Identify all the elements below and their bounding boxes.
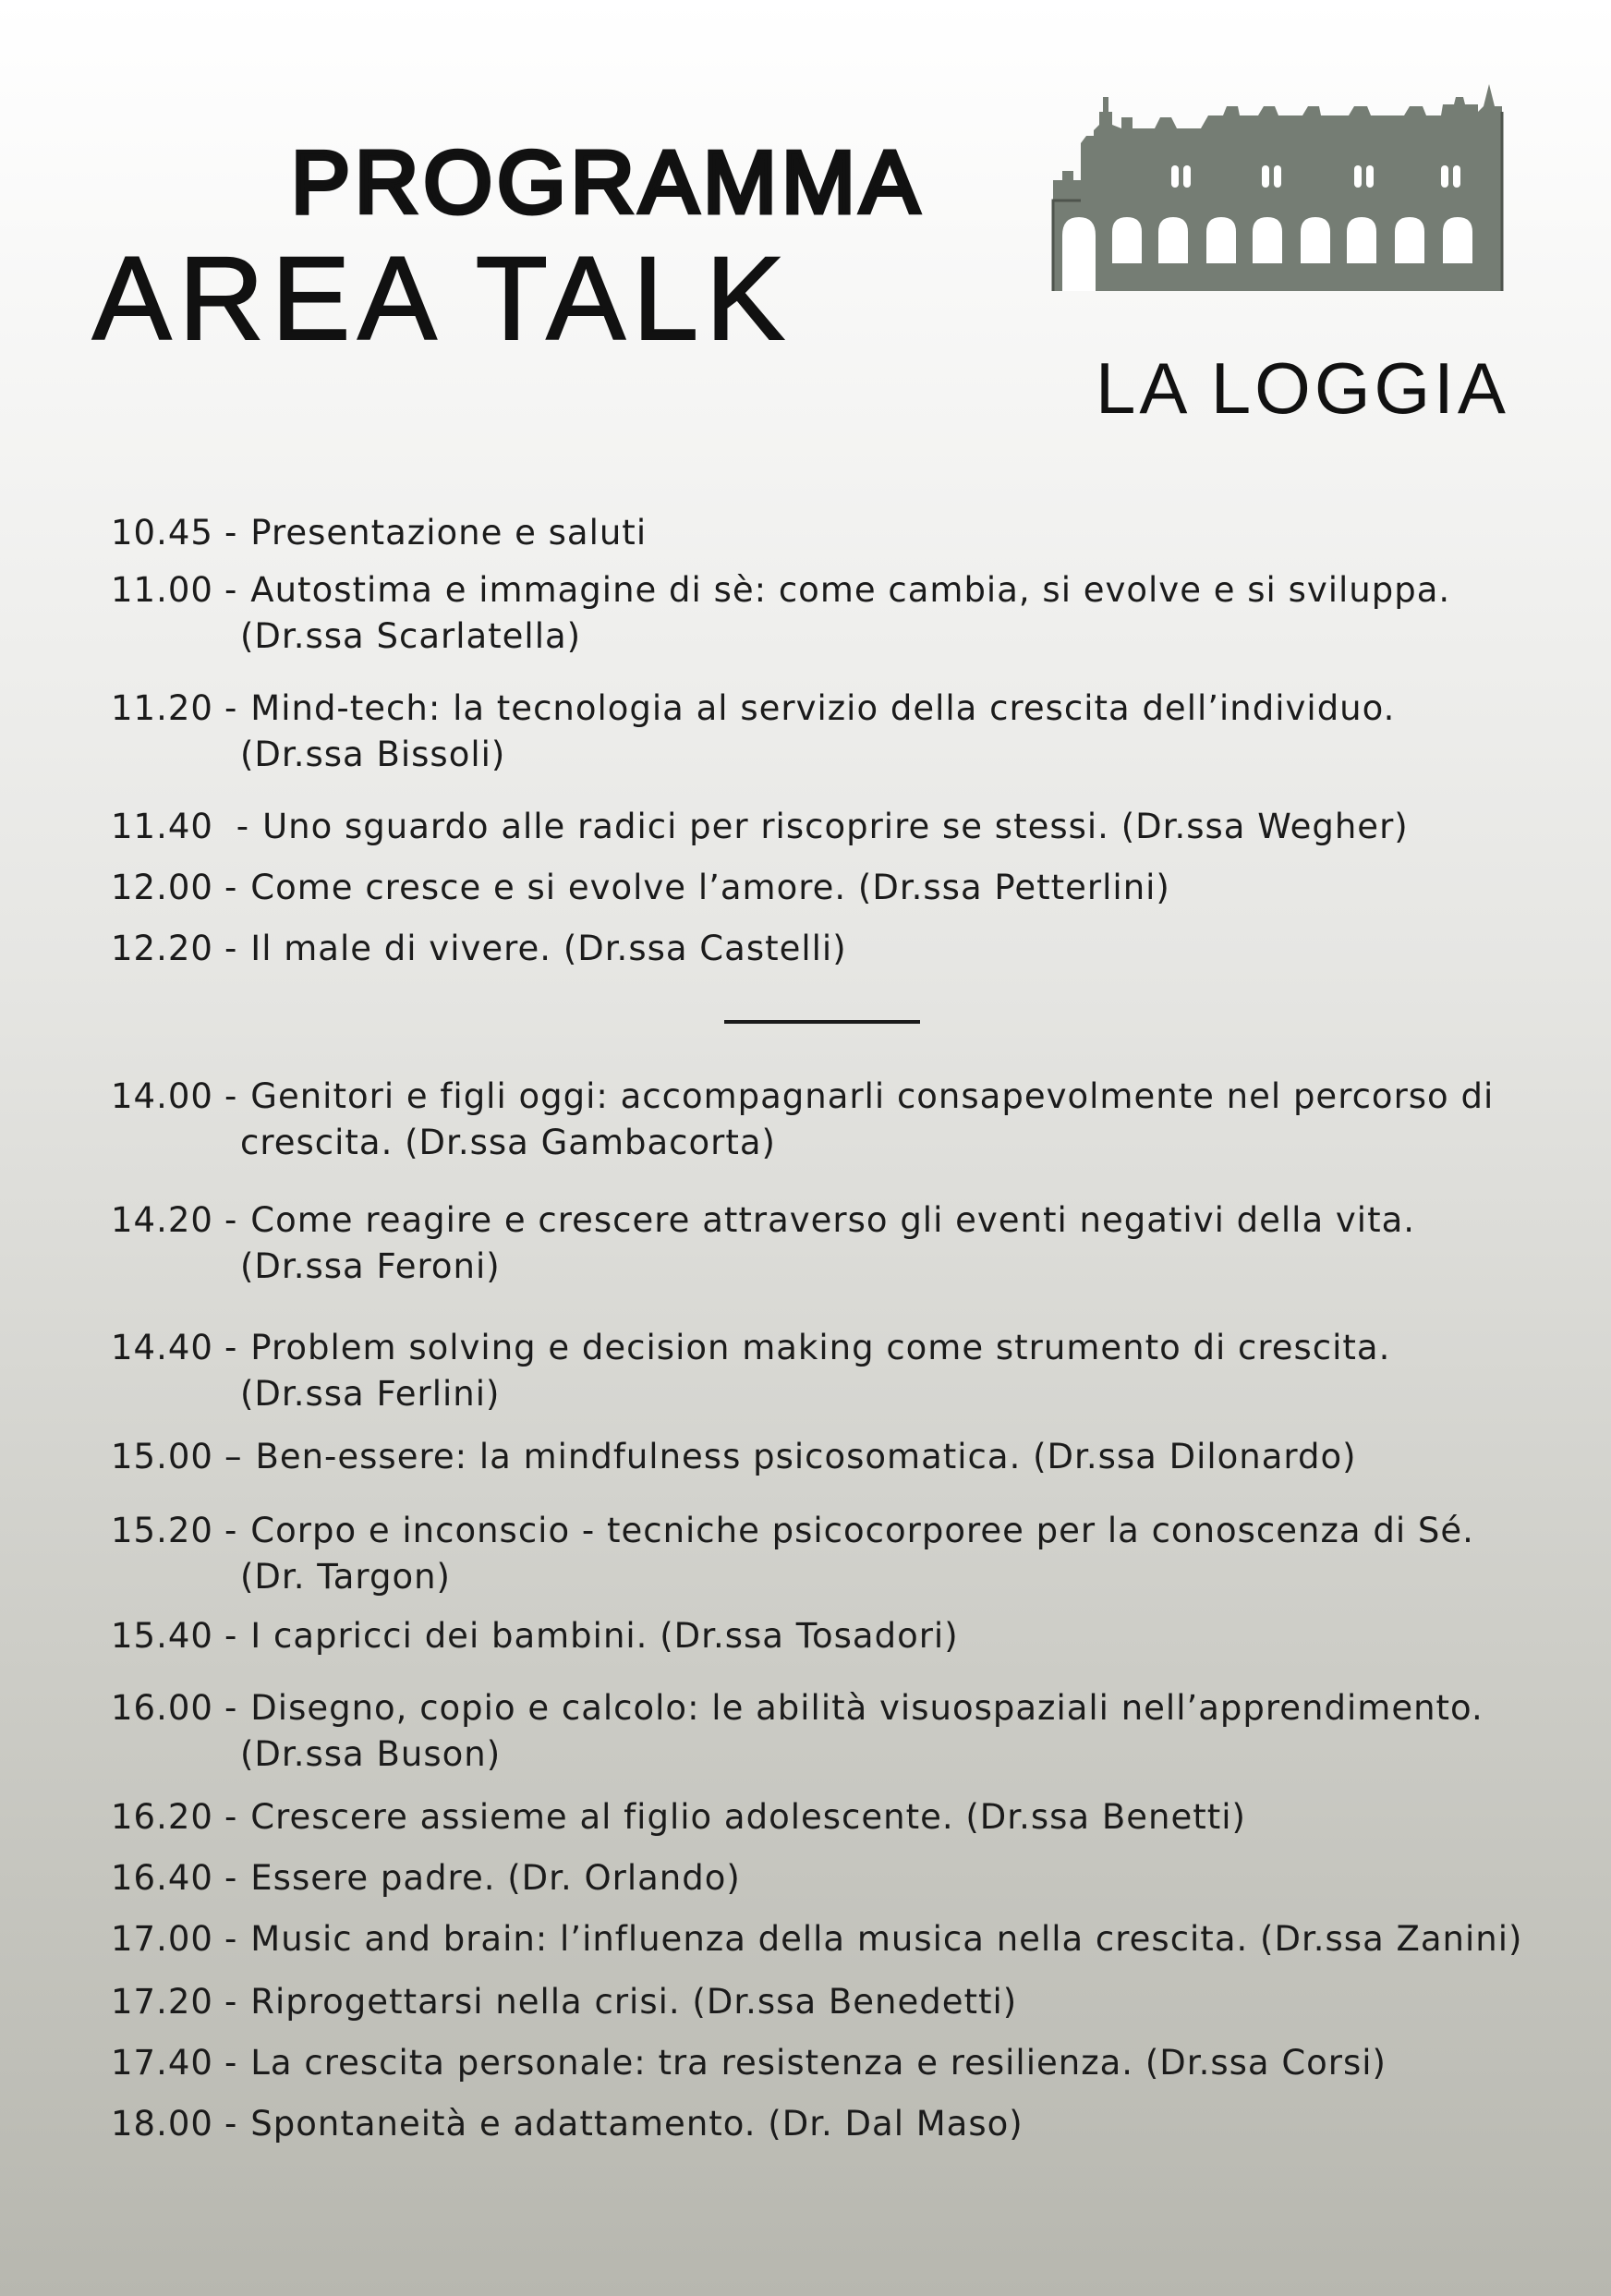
session-separator: - [224,929,238,968]
session-time: 12.00 [111,868,213,907]
entry-line [111,1685,1484,1731]
entry-line [111,926,847,972]
schedule-entry [111,1197,1415,1290]
entry-line [111,1916,1522,1962]
session-time: 15.40 [111,1616,213,1656]
entry-line [111,567,1450,613]
session-title: Ben-essere: la mindfulness psicosomatica. (Dr.ssa Dilonardo) [255,1437,1357,1476]
schedule-entry [111,804,1409,850]
session-separator: - [224,1616,238,1656]
entry-line [111,1979,1017,2025]
session-separator: - [224,1919,238,1959]
session-separator: - [224,1200,238,1240]
session-title: Il male di vivere. (Dr.ssa Castelli) [250,929,847,968]
session-time: 14.00 [111,1076,213,1116]
session-separator: - [224,1328,238,1367]
session-title: Problem solving e decision making come strumento di crescita. [250,1328,1391,1367]
session-speaker: (Dr.ssa Scarlatella) [240,616,582,656]
schedule-entry [111,865,1170,911]
session-speaker: crescita. (Dr.ssa Gambacorta) [240,1123,776,1162]
loggia-building-icon [1044,79,1543,356]
session-speaker: (Dr.ssa Buson) [240,1734,502,1774]
schedule-entry [111,1613,959,1659]
session-title: Genitori e figli oggi: accompagnarli consapevolmente nel percorso di [250,1076,1495,1116]
session-time: 16.20 [111,1797,213,1837]
entry-line [111,804,1409,850]
session-speaker: (Dr.ssa Ferlini) [240,1374,501,1414]
session-separator: - [224,807,250,846]
session-separator: - [224,868,238,907]
schedule-entry [111,1685,1484,1778]
session-speaker: (Dr.ssa Feroni) [240,1246,501,1286]
logo-text: LA LOGGIA [1096,347,1509,429]
section-divider [724,1020,920,1024]
entry-line [111,865,1170,911]
entry-line [111,1325,1390,1371]
session-title: I capricci dei bambini. (Dr.ssa Tosadori) [250,1616,959,1656]
session-time: 18.00 [111,2104,213,2144]
entry-line [111,1613,959,1659]
session-title: Essere padre. (Dr. Orlando) [250,1858,741,1898]
session-title: Spontaneità e adattamento. (Dr. Dal Maso) [250,2104,1024,2144]
entry-line [111,1508,1474,1554]
session-separator: - [224,570,238,610]
session-title: Corpo e inconscio - tecniche psicocorporee per la conoscenza di Sé. [250,1511,1474,1550]
session-separator: - [224,513,238,553]
entry-line [111,1794,1246,1840]
schedule-entry [111,686,1395,778]
session-separator: - [224,1797,238,1837]
session-title: Uno sguardo alle radici per riscoprire se stessi. (Dr.ssa Wegher) [262,807,1409,846]
entry-line [111,510,647,556]
session-title: Crescere assieme al figlio adolescente. (Dr.ssa Benetti) [250,1797,1246,1837]
schedule-entry [111,1855,741,1901]
schedule-entry [111,1979,1017,2025]
schedule-entry [111,1074,1494,1166]
session-time: 11.40 [111,807,213,846]
session-time: 17.40 [111,2043,213,2083]
session-time: 15.20 [111,1511,213,1550]
session-title: Come cresce e si evolve l’amore. (Dr.ssa Petterlini) [250,868,1170,907]
session-separator: - [224,1688,238,1728]
session-separator: – [224,1437,243,1476]
schedule-entry [111,1325,1390,1417]
session-time: 10.45 [111,513,213,553]
title-area-talk: AREA TALK [92,233,793,365]
schedule-entry [111,510,647,556]
session-time: 14.40 [111,1328,213,1367]
session-separator: - [224,2043,238,2083]
session-speaker: (Dr.ssa Bissoli) [240,735,506,774]
session-title: Come reagire e crescere attraverso gli eventi negativi della vita. [250,1200,1416,1240]
schedule-entry [111,567,1450,660]
session-time: 17.00 [111,1919,213,1959]
schedule-entry [111,1434,1357,1480]
entry-line [111,2040,1387,2086]
session-time: 16.40 [111,1858,213,1898]
schedule-entry [111,2101,1024,2147]
session-title: Mind-tech: la tecnologia al servizio della crescita dell’individuo. [250,688,1396,728]
session-title: Disegno, copio e calcolo: le abilità visuospaziali nell’apprendimento. [250,1688,1484,1728]
schedule-entry [111,1794,1246,1840]
session-separator: - [224,1511,238,1550]
session-time: 11.00 [111,570,213,610]
schedule-entry [111,926,847,972]
la-loggia-logo [1044,79,1543,430]
session-time: 17.20 [111,1982,213,2022]
session-time: 16.00 [111,1688,213,1728]
entry-line [111,2101,1024,2147]
session-time: 14.20 [111,1200,213,1240]
session-separator: - [224,1076,238,1116]
entry-line [111,1855,741,1901]
session-speaker: (Dr. Targon) [240,1557,451,1597]
title-programma: PROGRAMMA [290,133,924,232]
entry-line [111,1074,1494,1120]
entry-line [111,1434,1357,1480]
entry-line [111,1197,1415,1244]
session-separator: - [224,2104,238,2144]
session-title: Riprogettarsi nella crisi. (Dr.ssa Benedetti) [250,1982,1018,2022]
schedule-entry [111,1508,1474,1600]
session-time: 12.20 [111,929,213,968]
session-time: 15.00 [111,1437,213,1476]
session-title: Autostima e immagine di sè: come cambia, si evolve e si sviluppa. [250,570,1451,610]
schedule-entry [111,2040,1387,2086]
session-time: 11.20 [111,688,213,728]
session-title: La crescita personale: tra resistenza e resilienza. (Dr.ssa Corsi) [250,2043,1387,2083]
session-title: Presentazione e saluti [250,513,648,553]
session-separator: - [224,1982,238,2022]
entry-line [111,686,1395,732]
session-title: Music and brain: l’influenza della musica nella crescita. (Dr.ssa Zanini) [250,1919,1523,1959]
session-separator: - [224,688,238,728]
schedule-entry [111,1916,1522,1962]
session-separator: - [224,1858,238,1898]
